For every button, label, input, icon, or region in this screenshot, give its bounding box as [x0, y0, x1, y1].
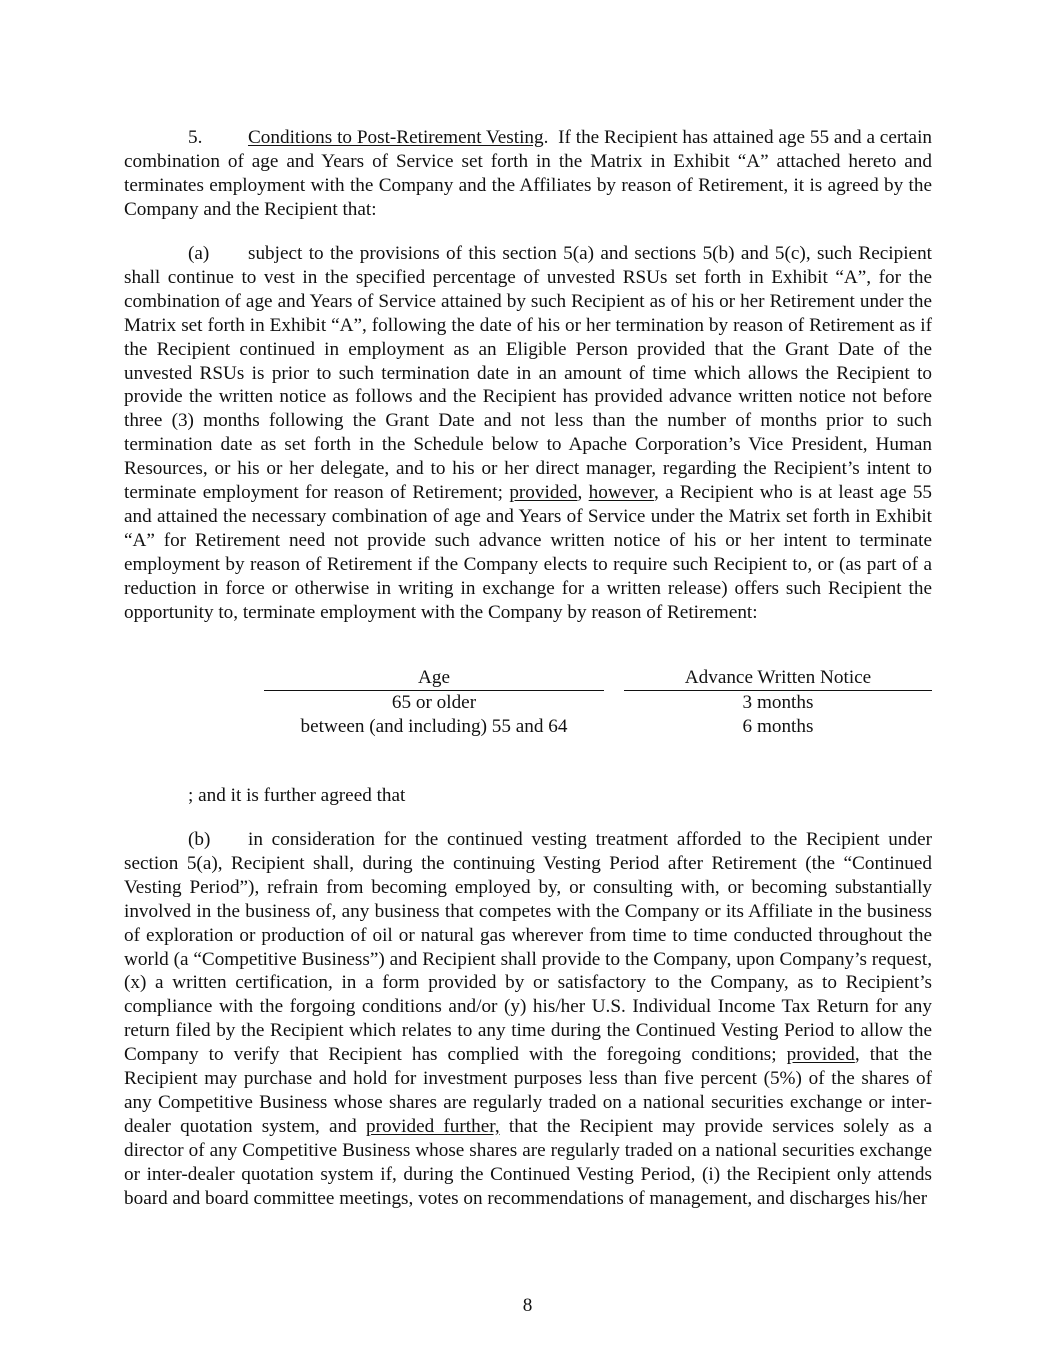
clause-b-text-2: , that the Recipient may purchase and hold for investment purposes less than five percent (5%) of the shares of any Competitive Business whose shares are regularly traded on a national securities exchange or inter-dealer quotation system, and [124, 1044, 932, 1137]
page-number: 8 [522, 1295, 533, 1316]
clause-a-however: however [588, 482, 654, 504]
schedule-gap-cell [604, 715, 624, 739]
section-number: 5. [188, 127, 203, 148]
clause-a-comma: , [577, 482, 583, 504]
clause-b-provided-further: provided further, [365, 1115, 500, 1137]
clause-b-provided: provided [786, 1044, 855, 1066]
notice-schedule-table [264, 666, 932, 739]
schedule-notice-cell: 3 months [742, 691, 814, 713]
clause-b-text-1: in consideration for the continued vesting treatment afforded to the Recipient under section 5(a), Recipient shall, during the continuing Vesting Period after Retirement (the “Continued Vesting Period”), refrain from becoming employed by, or consulting with, or becoming substantially involved in the business of, any business that competes with the Company or its Affiliate in the business of exploration or production of oil or natural gas wherever from time to time conducted throughout the world (a “Competitive Business”) and Recipient shall provide to the Company, upon Company’s request, (x) a written certification, in a form provided by or satisfactory to the Company, as to Recipient’s compliance with the forgoing conditions and/or (y) his/her U.S. Individual Income Tax Return for any return filed by the Recipient which relates to any time during the Continued Vesting Period to allow the Company to verify that Recipient has complied with the foregoing conditions; [124, 829, 932, 1066]
heading-period: . [543, 127, 549, 148]
further-agreed-text: ; and it is further agreed that [188, 785, 406, 806]
schedule-header-gap [604, 666, 624, 691]
section-heading: Conditions to Post-Retirement Vesting [248, 127, 544, 148]
section-5-intro [124, 126, 932, 222]
clause-b [124, 828, 932, 1211]
further-agreed-paragraph [124, 784, 932, 808]
schedule-notice-cell: 6 months [742, 715, 814, 737]
section-intro-text: If the Recipient has attained age 55 and a certain combination of age and Years of Service set forth in the Matrix in Exhibit “A” attached hereto and terminates employment with the Company and the Affiliates by reason of Retirement, it is agreed by the Company and the Recipient that: [124, 127, 932, 220]
schedule-age-cell: 65 or older [391, 691, 477, 713]
schedule-gap-cell [604, 691, 624, 715]
clause-a-text-2: , a Recipient who is at least age 55 and attained the necessary combination of age and Years of Service under the Matrix set forth in Exhibit “A” for Retirement need not provide such advance written notice of his or her intent to terminate employment by reason of Retirement if the Company elects to require such Recipient to, or (as part of a reduction in force or otherwise in writing in exchange for a written release) offers such Recipient the opportunity to, terminate employment with the Company by reason of Retirement: [124, 482, 933, 623]
clause-a-provided: provided [509, 482, 578, 504]
clause-a-label: (a) [188, 243, 210, 264]
clause-a [124, 242, 932, 625]
clause-b-label: (b) [188, 829, 211, 850]
schedule-header-row [264, 666, 932, 691]
section-5-paragraph [124, 126, 932, 222]
table-row [264, 691, 932, 715]
clause-a-text-1: subject to the provisions of this section 5(a) and sections 5(b) and 5(c), such Recipient shall continue to vest in the specified percentage of unvested RSUs set forth in Exhibit “A”, for the combination of age and Years of Service attained by such Recipient as of his or her Retirement under the Matrix set forth in Exhibit “A”, following the date of his or her termination by reason of Retirement as if the Recipient continued in employment as an Eligible Person provided that the Grant Date of the unvested RSUs is prior to such termination date in an amount of time which allows the Recipient to provide the written notice as follows and the Recipient has provided advance written notice not before three (3) months following the Grant Date and not less than the number of months prior to such termination date as set forth in the Schedule below to Apache Corporation’s Vice President, Human Resources, or his or her delegate, and to his or her direct manager, regarding the Recipient’s intent to terminate employment for reason of Retirement; [124, 243, 932, 504]
schedule-header-notice: Advance Written Notice [624, 666, 932, 691]
clause-a-paragraph [124, 242, 932, 625]
schedule-age-cell: between (and including) 55 and 64 [300, 715, 568, 737]
table-row [264, 715, 932, 739]
clause-b-paragraph [124, 828, 932, 1211]
schedule-header-age: Age [264, 666, 604, 691]
clause-b-text-3: that the Recipient may provide services solely as a director of any Competitive Business whose shares are regularly traded on a national securities exchange or inter-dealer quotation system if, during the Continued Vesting Period, (i) the Recipient only attends board and board committee meetings, votes on recommendations of management, and discharges his/her [124, 1115, 933, 1209]
